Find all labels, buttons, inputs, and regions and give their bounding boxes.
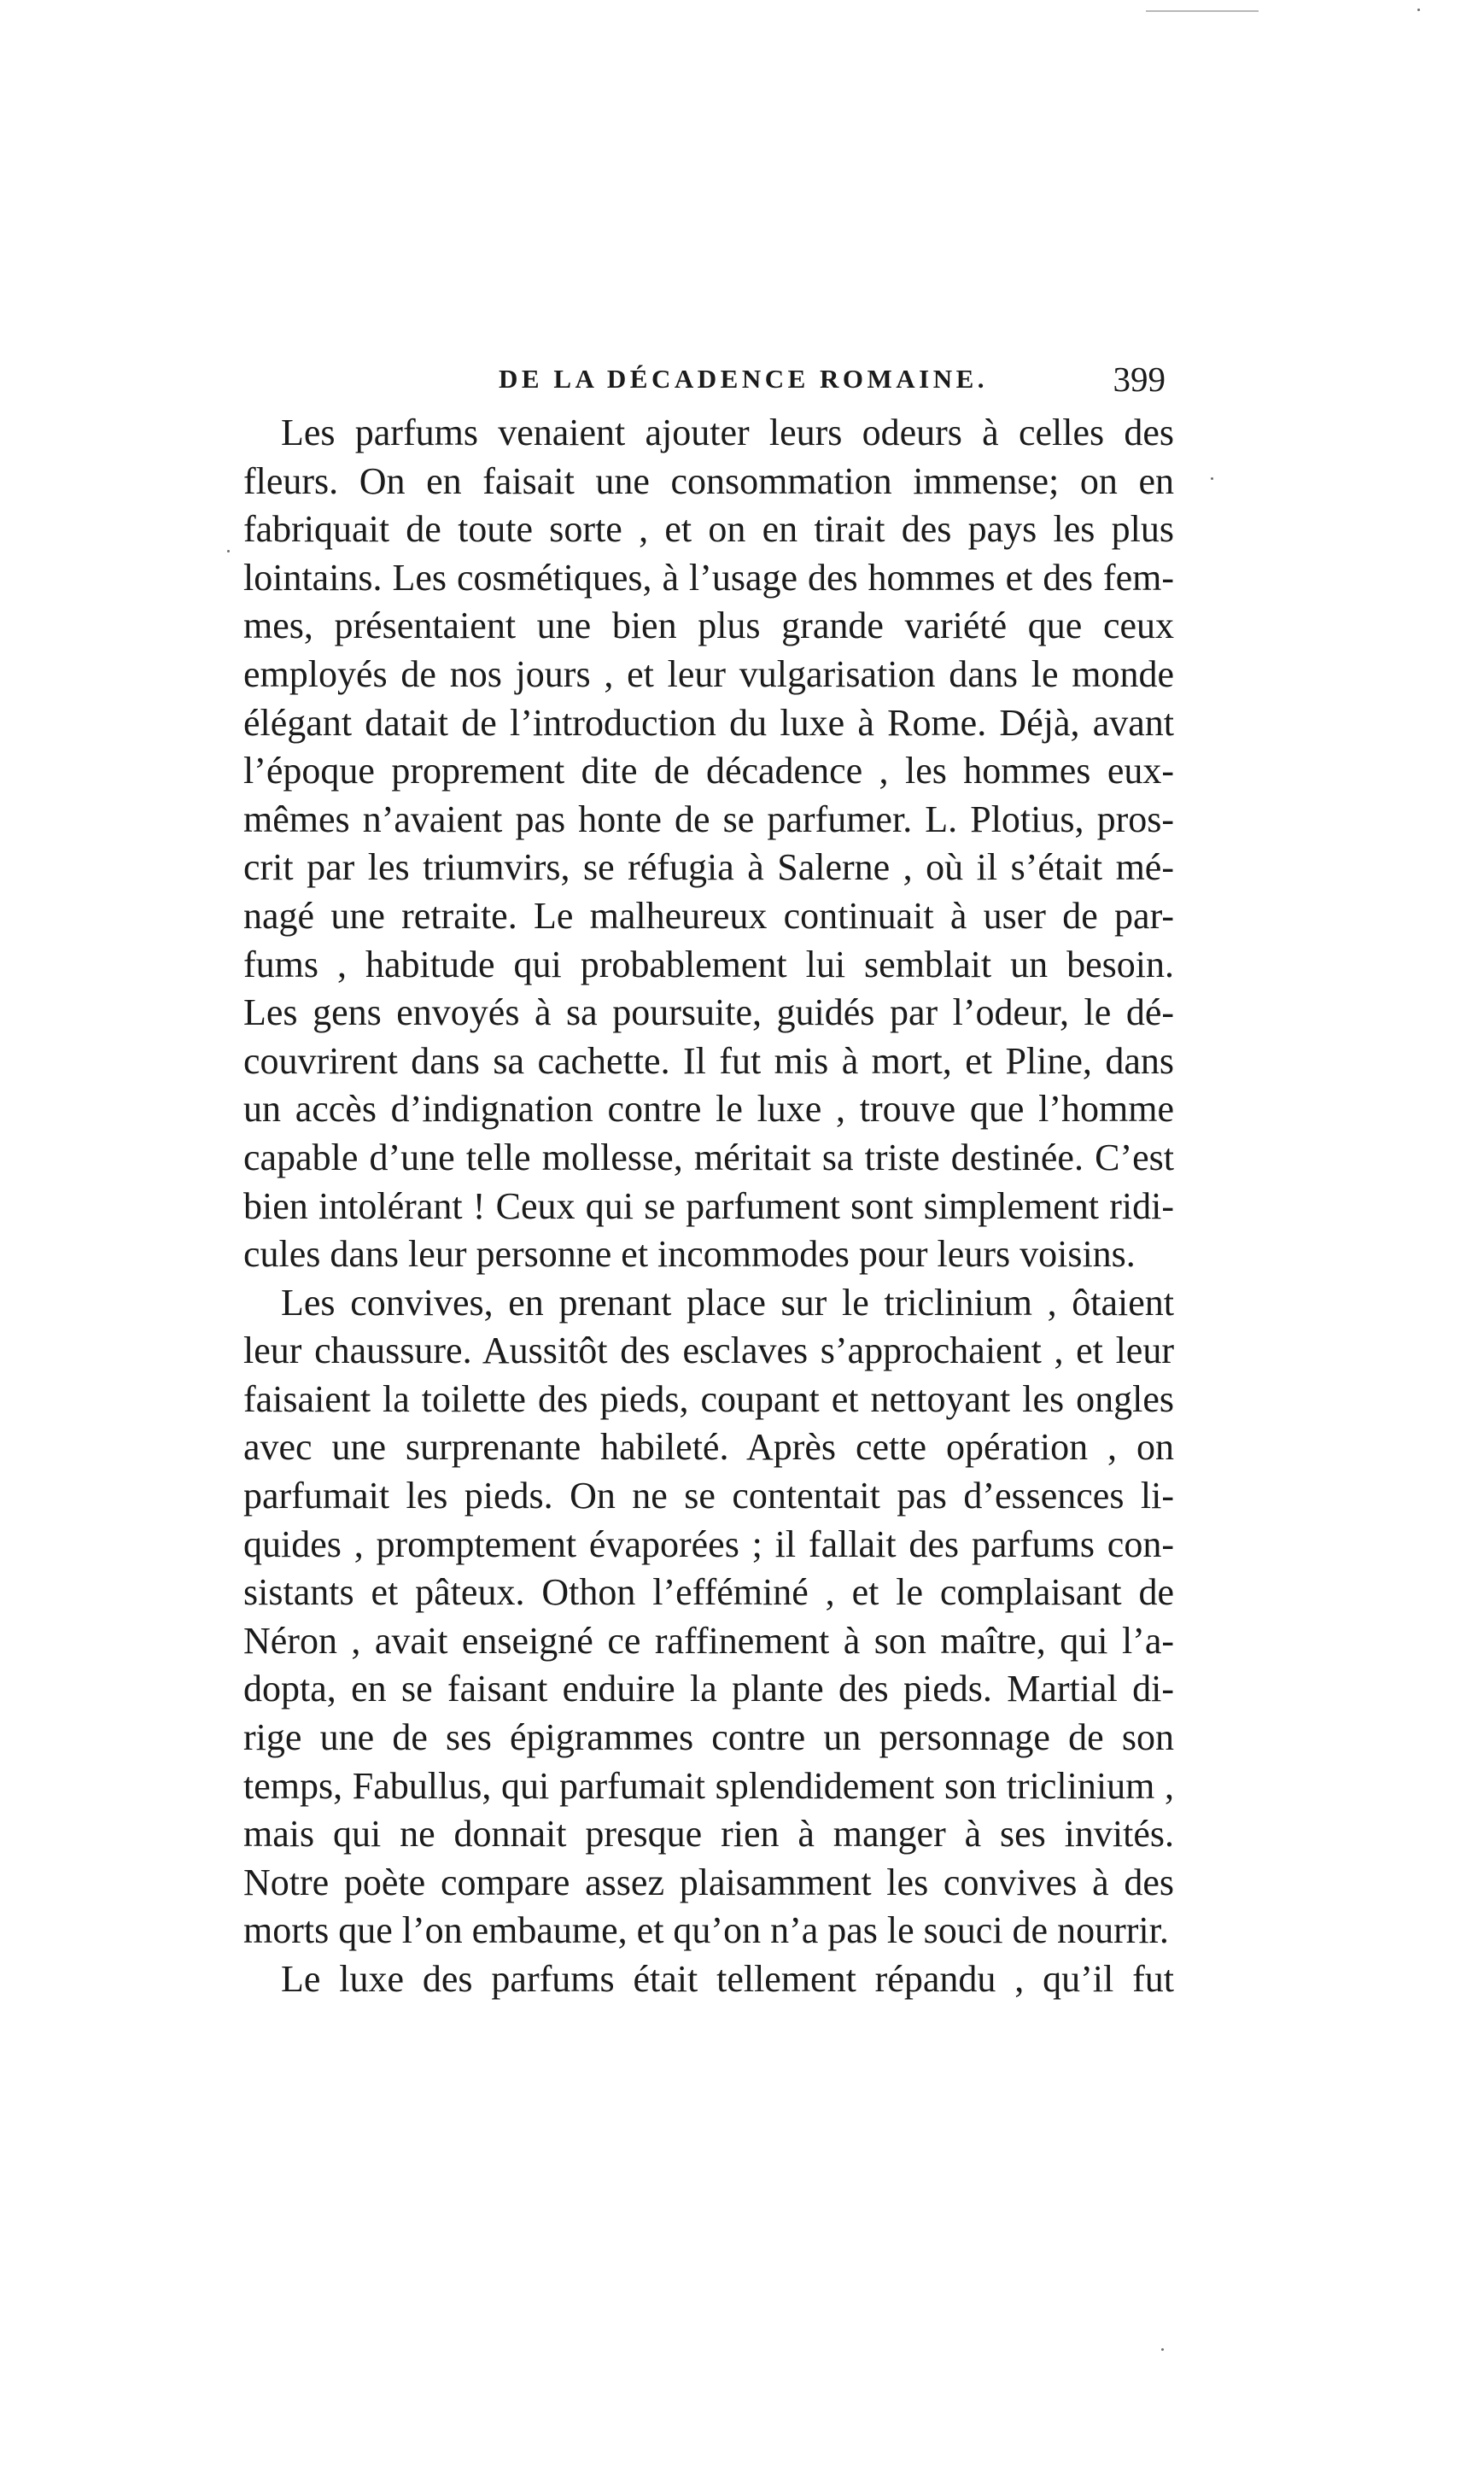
paragraph-3	[243, 1955, 1174, 2004]
text-line: fleurs. On en faisait une consommation immense; on en	[243, 459, 1174, 502]
text-line: sistants et pâteux. Othon l’efféminé , et le complaisant de	[243, 1571, 1174, 1614]
text-line: Les convives, en prenant place sur le triclinium , ôtaient	[281, 1281, 1174, 1324]
text-line: capable d’une telle mollesse, méritait sa triste destinée. C’est	[243, 1136, 1174, 1178]
text-line: faisaient la toilette des pieds, coupant et nettoyant les ongles	[243, 1377, 1174, 1420]
paper-speck	[1161, 2348, 1164, 2351]
text-line: crit par les triumvirs, se réfugia à Salerne , où il s’était mé-	[243, 846, 1174, 889]
text-line: élégant datait de l’introduction du luxe à Rome. Déjà, avant	[243, 701, 1174, 744]
text-line: lointains. Les cosmétiques, à l’usage des hommes et des fem-	[243, 556, 1174, 599]
text-line: morts que l’on embaume, et qu’on n’a pas le souci de nourrir.	[243, 1909, 1169, 1952]
text-line: dopta, en se faisant enduire la plante des pieds. Martial di-	[243, 1668, 1174, 1710]
text-line: Néron , avait enseigné ce raffinement à son maître, qui l’a-	[243, 1619, 1174, 1662]
paper-speck	[1211, 477, 1213, 480]
text-line: leur chaussure. Aussitôt des esclaves s’approchaient , et leur	[243, 1330, 1174, 1372]
text-line: mêmes n’avaient pas honte de se parfumer. L. Plotius, pros-	[243, 798, 1174, 840]
text-line: avec une surprenante habileté. Après cette opération , on	[243, 1426, 1174, 1469]
text-line: Notre poète compare assez plaisamment les convives à des	[243, 1861, 1174, 1903]
text-line: employés de nos jours , et leur vulgarisation dans le monde	[243, 652, 1174, 695]
paper-speck	[227, 550, 230, 552]
page-number: 399	[1113, 359, 1166, 399]
text-line: nagé une retraite. Le malheureux continuait à user de par-	[243, 894, 1174, 937]
body-text	[243, 409, 1174, 2004]
text-line: bien intolérant ! Ceux qui se parfument sont simplement ridi-	[243, 1184, 1174, 1227]
running-head	[243, 359, 1174, 406]
text-line: fums , habitude qui probablement lui semblait un besoin.	[243, 943, 1174, 985]
text-line: Les parfums venaient ajouter leurs odeurs à celles des	[281, 412, 1174, 453]
running-head-title: DE LA DÉCADENCE ROMAINE.	[499, 364, 989, 394]
text-line: Les gens envoyés à sa poursuite, guidés par l’odeur, le dé-	[243, 991, 1174, 1034]
text-line: quides , promptement évaporées ; il fallait des parfums con-	[243, 1523, 1174, 1565]
text-line: l’époque proprement dite de décadence , les hommes eux-	[243, 750, 1174, 792]
text-line: mes, présentaient une bien plus grande variété que ceux	[243, 605, 1174, 647]
paper-speck	[1417, 9, 1420, 11]
text-line: fabriquait de toute sorte , et on en tirait des pays les plus	[243, 508, 1174, 551]
text-line: Le luxe des parfums était tellement répandu , qu’il fut	[281, 1958, 1174, 2000]
top-edge-rule	[1146, 10, 1259, 12]
text-line: temps, Fabullus, qui parfumait splendidement son triclinium ,	[243, 1764, 1174, 1807]
text-line: un accès d’indignation contre le luxe , trouve que l’homme	[243, 1088, 1174, 1131]
paragraph-1	[243, 409, 1174, 1279]
paragraph-2	[243, 1279, 1174, 1955]
text-line: couvrirent dans sa cachette. Il fut mis à mort, et Pline, dans	[243, 1039, 1174, 1082]
text-line: mais qui ne donnait presque rien à manger à ses invités.	[243, 1813, 1174, 1856]
text-line: parfumait les pieds. On ne se contentait pas d’essences li-	[243, 1475, 1174, 1517]
text-line: cules dans leur personne et incommodes pour leurs voisins.	[243, 1233, 1136, 1276]
text-line: rige une de ses épigrammes contre un personnage de son	[243, 1716, 1174, 1759]
